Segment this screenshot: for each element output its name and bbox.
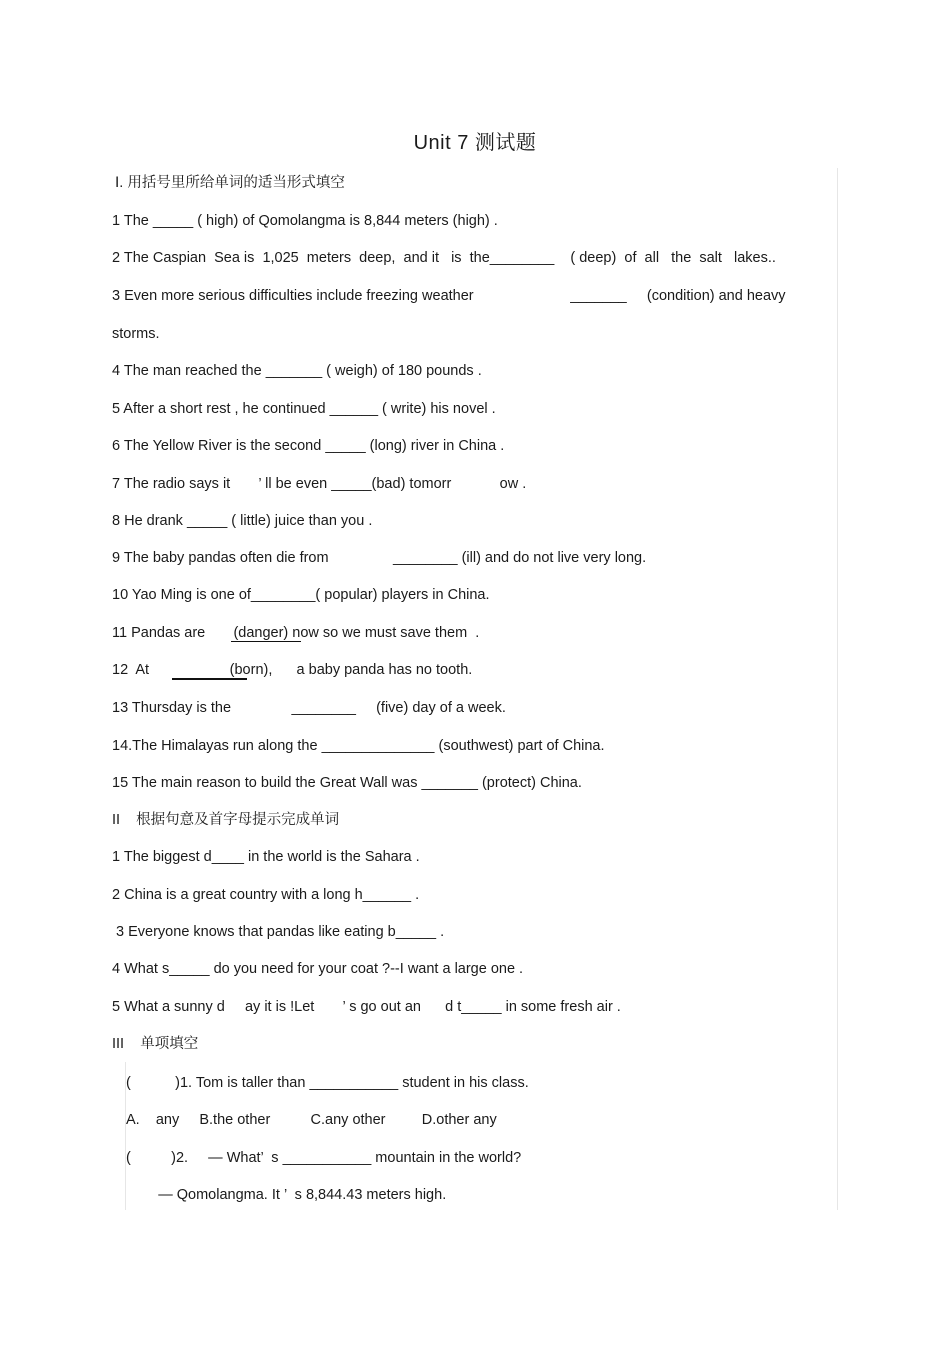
section-1-heading: Ⅰ. 用括号里所给单词的适当形式填空	[115, 175, 345, 191]
exercise-line: 14.The Himalayas run along the ______________ (southwest) part of China.	[112, 738, 605, 754]
section-3-heading: III 单项填空	[112, 1036, 199, 1052]
exercise-line: 1 The biggest d____ in the world is the Sahara .	[112, 849, 420, 865]
exercise-line: 5 After a short rest , he continued ______ ( write) his novel .	[112, 401, 496, 417]
exercise-line: 10 Yao Ming is one of________( popular) players in China.	[112, 587, 490, 603]
exercise-line: 3 Everyone knows that pandas like eating b_____ .	[112, 924, 445, 940]
answer-options: A. any B.the other C.any other D.other any	[126, 1112, 497, 1128]
section-2-heading: II 根据句意及首字母提示完成单词	[112, 812, 340, 828]
exercise-line: 4 What s_____ do you need for your coat ?--I want a large one .	[112, 961, 524, 977]
exercise-line: storms.	[112, 326, 160, 342]
exercise-line: 13 Thursday is the ________ (five) day of a week.	[112, 700, 506, 716]
exercise-line: 8 He drank _____ ( little) juice than you .	[112, 513, 373, 529]
exercise-line: 7 The radio says it ’ ll be even _____(bad) tomorr ow .	[112, 476, 527, 492]
exercise-line: 6 The Yellow River is the second _____ (long) river in China .	[112, 438, 505, 454]
exercise-line: 2 The Caspian Sea is 1,025 meters deep, and it is the________ ( deep) of all the salt lakes..	[112, 250, 776, 266]
margin-rule-right	[837, 168, 838, 1210]
exercise-line: 11 Pandas are (danger) now so we must save them .	[112, 625, 480, 641]
exercise-line: 3 Even more serious difficulties include freezing weather _______ (condition) and heavy	[112, 288, 786, 304]
exercise-line: 1 The _____ ( high) of Qomolangma is 8,844 meters (high) .	[112, 213, 498, 229]
exercise-line: 2 China is a great country with a long h______ .	[112, 887, 420, 903]
exercise-line: 4 The man reached the _______ ( weigh) of 180 pounds .	[112, 363, 482, 379]
answer-blank	[172, 678, 247, 680]
page-title: Unit 7 测试题	[413, 132, 537, 154]
answer-blank	[231, 641, 301, 642]
exercise-line: 9 The baby pandas often die from ________ (ill) and do not live very long.	[112, 550, 647, 566]
exercise-line: 5 What a sunny d ay it is !Let ’ s go out an d t_____ in some fresh air .	[112, 999, 621, 1015]
question-line: ( )1. Tom is taller than ___________ student in his class.	[126, 1075, 529, 1091]
exercise-line: 15 The main reason to build the Great Wall was _______ (protect) China.	[112, 775, 582, 791]
dialogue-line: — Qomolangma. It ’ s 8,844.43 meters high.	[126, 1187, 447, 1203]
question-line: ( )2. — What’ s ___________ mountain in the world?	[126, 1150, 522, 1166]
exercise-line: 12 At (born), a baby panda has no tooth.	[112, 662, 473, 678]
